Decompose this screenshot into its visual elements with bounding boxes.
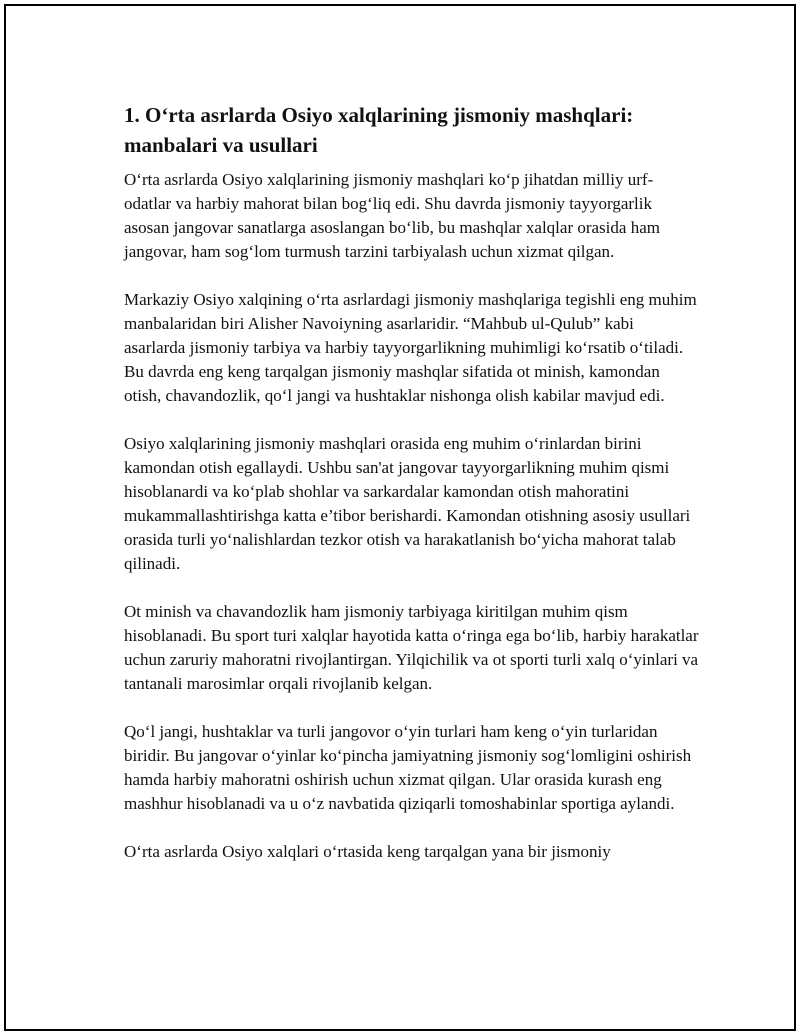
page-frame [4,4,796,1031]
document-body [124,100,699,888]
paragraph-6: O‘rta asrlarda Osiyo xalqlari o‘rtasida keng tarqalgan yana bir jismoniy [124,842,611,861]
paragraph-5: Qo‘l jangi, hushtaklar va turli jangovor o‘yin turlari ham keng o‘yin turlaridan biridir. Bu jangovar o‘yinlar ko‘pincha jamiyatning jismoniy sog‘lomligini oshirish hamda harbiy mahoratni oshirish uchun xizmat qilgan. Ular orasida kurash eng mashhur hisoblanadi va u o‘z navbatida qiziqarli tomoshabinlar sportiga aylandi. [124,722,692,813]
paragraph-2: Markaziy Osiyo xalqining o‘rta asrlardagi jismoniy mashqlariga tegishli eng muhim manbalaridan biri Alisher Navoiyning asarlaridir. “Mahbub ul-Qulub” kabi asarlarda jismoniy tarbiya va harbiy tayyorgarlikning muhimligi ko‘rsatib o‘tiladi. Bu davrda eng keng tarqalgan jismoniy mashqlar sifatida ot minish, kamondan otish, chavandozlik, qo‘l jangi va hushtaklar nishonga olish kabilar mavjud edi. [124,290,697,405]
section-heading: 1. O‘rta asrlarda Osiyo xalqlarining jismoniy mashqlari: manbalari va usullari [124,103,634,157]
paragraph-4: Ot minish va chavandozlik ham jismoniy tarbiyaga kiritilgan muhim qism hisoblanadi. Bu sport turi xalqlar hayotida katta o‘ringa ega bo‘lib, harbiy harakatlar uchun zaruriy mahoratni rivojlantirgan. Yilqichilik va ot sporti turli xalq o‘yinlari va tantanali marosimlar orqali rivojlanib kelgan. [124,602,699,693]
paragraph-1: O‘rta asrlarda Osiyo xalqlarining jismoniy mashqlari ko‘p jihatdan milliy urf-odatlar va harbiy mahorat bilan bog‘liq edi. Shu davrda jismoniy tayyorgarlik asosan jangovar sanatlarga asoslangan bo‘lib, bu mashqlar xalqlar orasida ham jangovar, ham sog‘lom turmush tarzini tarbiyalash uchun xizmat qilgan. [124,170,660,261]
paragraph-3: Osiyo xalqlarining jismoniy mashqlari orasida eng muhim o‘rinlardan birini kamondan otish egallaydi. Ushbu san'at jangovar tayyorgarlikning muhim qismi hisoblanardi va ko‘plab shohlar va sarkardalar kamondan otish mahoratini mukammallashtirishga katta e’tibor berishardi. Kamondan otishning asosiy usullari orasida turli yo‘nalishlardan tezkor otish va harakatlanish bo‘yicha mahorat talab qilinadi. [124,434,691,573]
